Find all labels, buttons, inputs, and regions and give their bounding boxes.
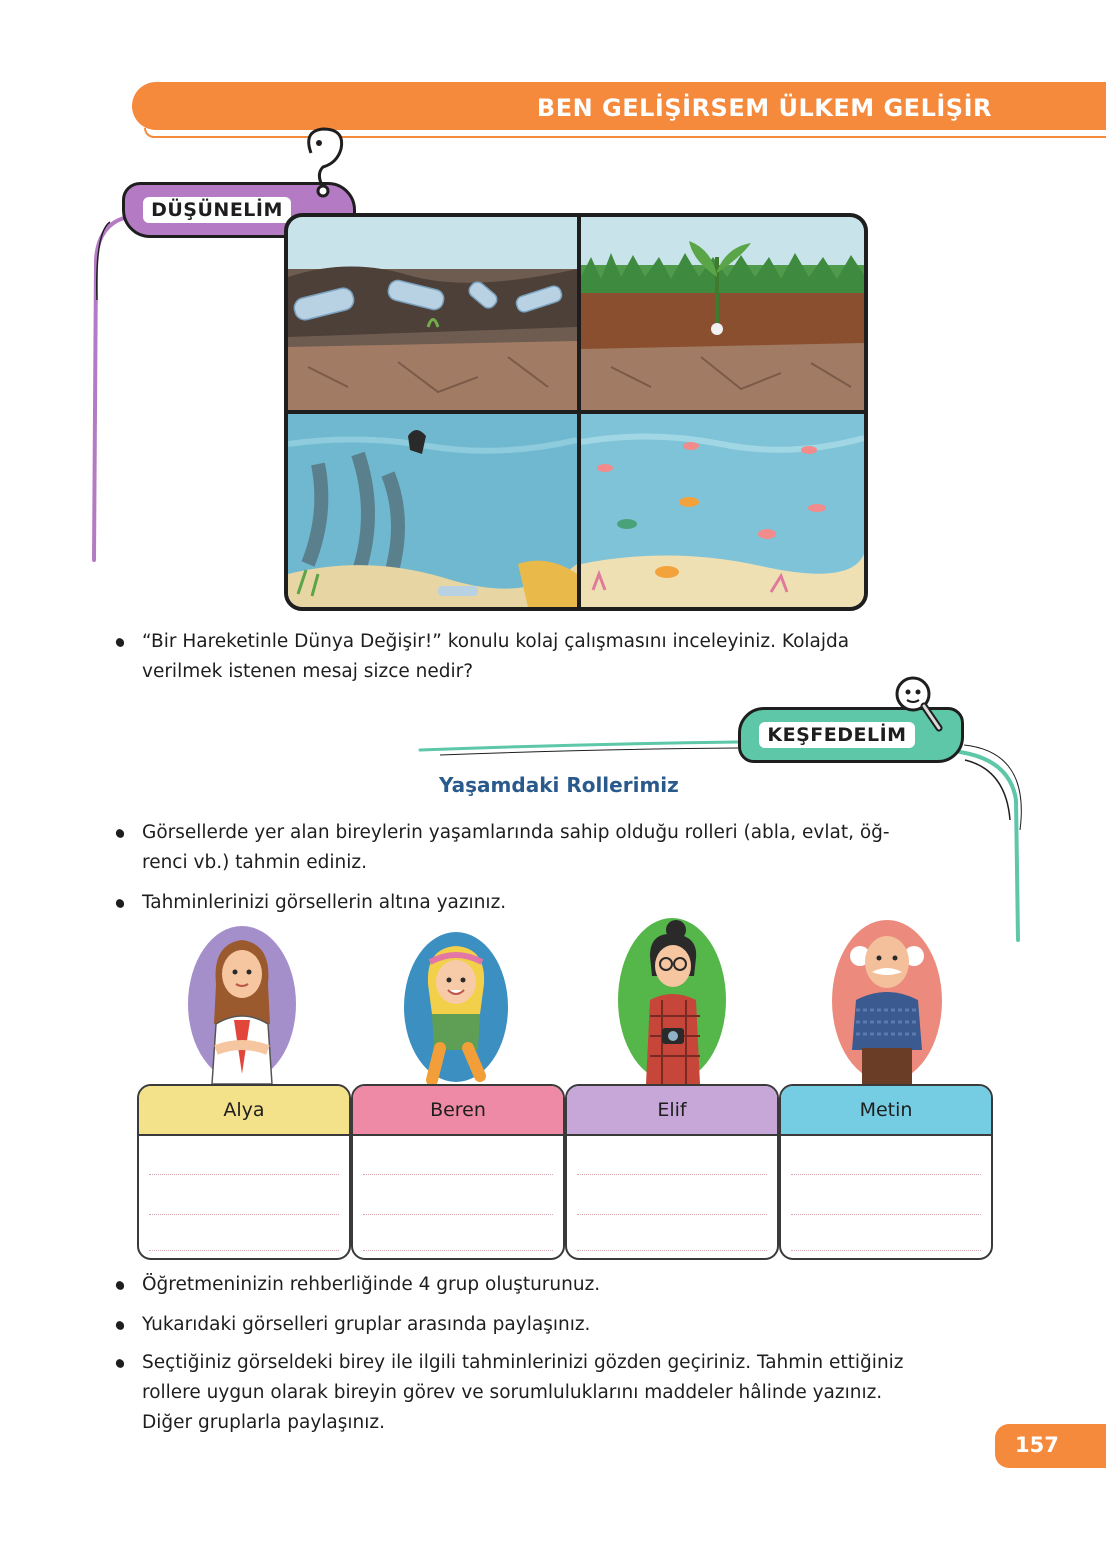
answer-line[interactable] — [363, 1214, 553, 1215]
trash-in-sea-icon — [288, 414, 577, 607]
fish-in-clean-sea-icon — [581, 414, 864, 607]
explore-section-label: KEŞFEDELİM — [759, 722, 914, 748]
collage-panel-polluted-soil — [288, 217, 577, 410]
collage-image — [284, 213, 868, 611]
answer-line[interactable] — [363, 1250, 553, 1251]
collage-question-line-2: verilmek istenen mesaj sizce nedir? — [142, 661, 474, 682]
activity-item-3-line-2: rollere uygun olarak bireyin görev ve sorumluluklarını maddeler hâlinde yazınız. — [142, 1382, 883, 1403]
answer-line[interactable] — [149, 1250, 339, 1251]
answer-line[interactable] — [791, 1174, 981, 1175]
name-card-header: Elif — [567, 1086, 777, 1136]
name-card-alya — [137, 1084, 351, 1260]
instruction-item-1-line-2: renci vb.) tahmin ediniz. — [142, 852, 367, 873]
activity-item-3-line-1: Seçtiğiniz görseldeki birey ile ilgili tahminlerinizi gözden geçiriniz. Tahmin ettiğiniz — [142, 1352, 904, 1373]
question-mark-icon — [293, 123, 353, 203]
instruction-item-2 — [142, 888, 992, 918]
collage-question-line-1: “Bir Hareketinle Dünya Değişir!” konulu kolaj çalışmasını inceleyiniz. Kolajda — [142, 631, 850, 652]
plastic-bottles-in-soil-icon — [288, 217, 577, 410]
activity-item-2 — [142, 1310, 992, 1340]
character-alya-illustration — [186, 924, 298, 1084]
character-metin-illustration — [830, 918, 944, 1084]
answer-line[interactable] — [791, 1214, 981, 1215]
header-banner — [132, 82, 1106, 130]
collage-panel-clean-soil — [581, 217, 864, 410]
activity-item-3-line-3: Diğer gruplarla paylaşınız. — [142, 1412, 385, 1433]
instruction-item-2-text: Tahminlerinizi görsellerin altına yazınız. — [142, 892, 507, 913]
answer-line[interactable] — [149, 1214, 339, 1215]
answer-line[interactable] — [577, 1174, 767, 1175]
collage-question — [142, 627, 962, 687]
character-beren-illustration — [402, 930, 510, 1084]
activity-item-2-text: Yukarıdaki görselleri gruplar arasında paylaşınız. — [142, 1314, 591, 1335]
activity-item-3 — [142, 1348, 992, 1438]
magnifier-icon — [891, 670, 947, 740]
page-number: 157 — [1015, 1433, 1059, 1457]
answer-line[interactable] — [149, 1174, 339, 1175]
collage-panel-clean-sea — [581, 414, 864, 607]
explore-section-badge — [738, 707, 964, 763]
name-card-beren — [351, 1084, 565, 1260]
answer-line[interactable] — [577, 1250, 767, 1251]
name-card-header: Metin — [781, 1086, 991, 1136]
character-elif-illustration — [616, 916, 728, 1084]
sprouting-plant-icon — [581, 217, 864, 410]
name-card-header: Alya — [139, 1086, 349, 1136]
page-number-tab — [995, 1424, 1106, 1468]
section-subtitle: Yaşamdaki Rollerimiz — [439, 773, 679, 797]
answer-line[interactable] — [577, 1214, 767, 1215]
answer-line[interactable] — [791, 1250, 981, 1251]
name-card-elif — [565, 1084, 779, 1260]
instruction-item-1-line-1: Görsellerde yer alan bireylerin yaşamlarında sahip olduğu rolleri (abla, evlat, öğ- — [142, 822, 890, 843]
activity-item-1 — [142, 1270, 992, 1300]
name-card-header: Beren — [353, 1086, 563, 1136]
header-title: BEN GELİŞİRSEM ÜLKEM GELİŞİR — [536, 94, 992, 122]
collage-panel-polluted-sea — [288, 414, 577, 607]
think-section-label: DÜŞÜNELİM — [143, 197, 291, 223]
answer-line[interactable] — [363, 1174, 553, 1175]
activity-item-1-text: Öğretmeninizin rehberliğinde 4 grup oluşturunuz. — [142, 1274, 601, 1295]
instruction-item-1 — [142, 818, 992, 878]
name-card-metin — [779, 1084, 993, 1260]
